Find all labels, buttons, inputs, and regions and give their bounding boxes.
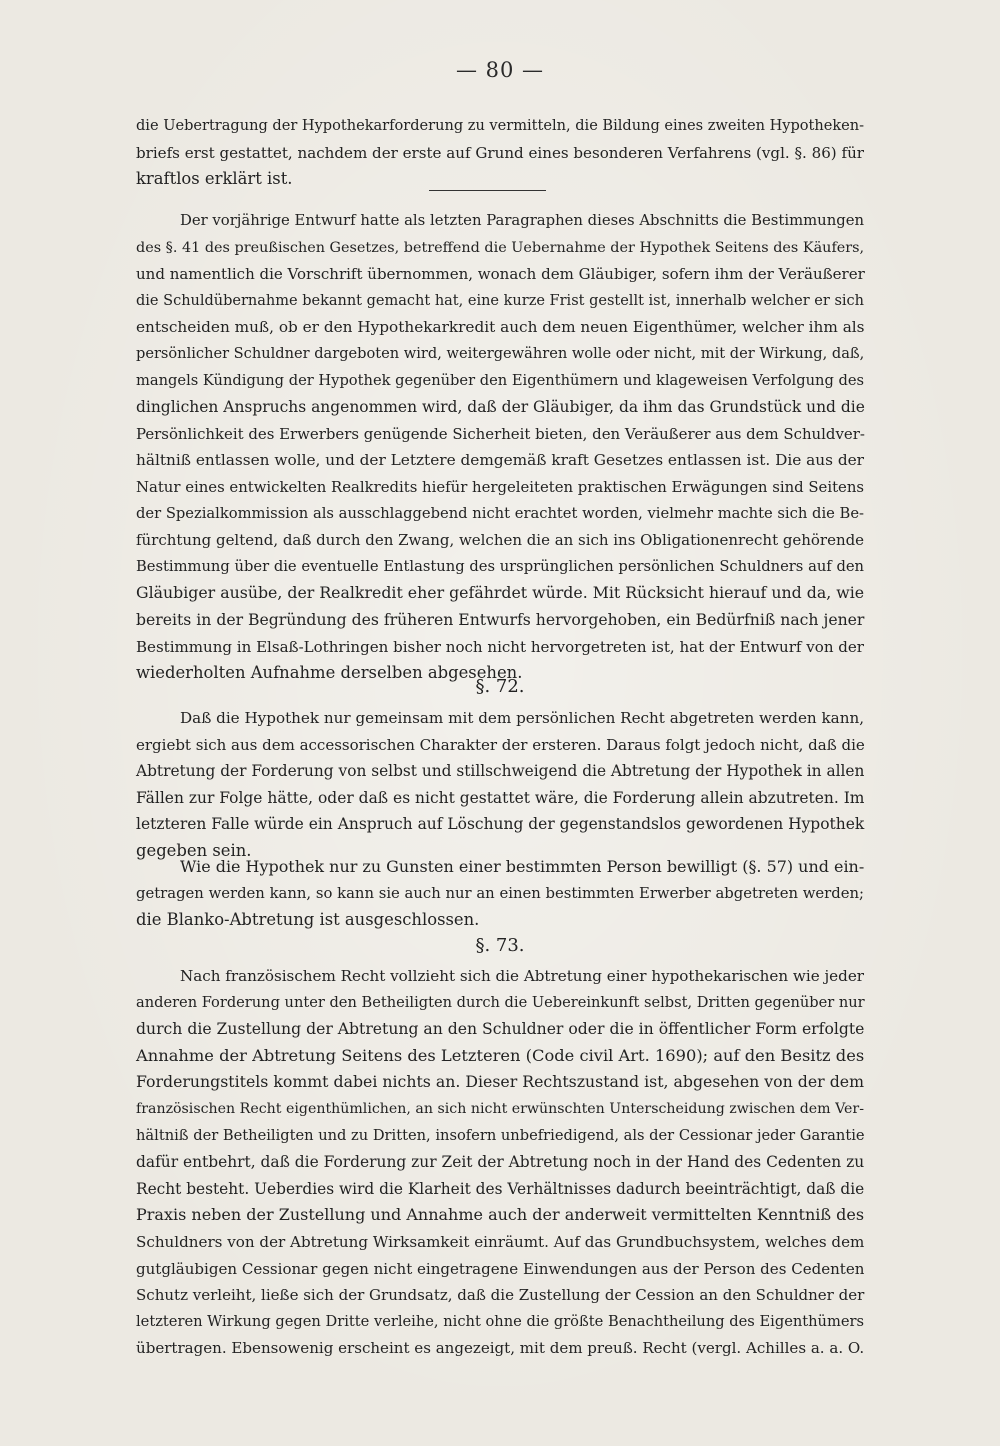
text-line: Schutz verleiht, ließe sich der Grundsatz, daß die Zustellung der Cession an den Schuldner der	[136, 1286, 865, 1305]
text-line: gegeben sein.	[136, 840, 252, 860]
text-line: und namentlich die Vorschrift übernommen, wonach dem Gläubiger, sofern ihm der Veräußerer	[136, 265, 865, 284]
section-72-paragraph-1	[136, 705, 864, 865]
text-line: briefs erst gestattet, nachdem der erste auf Grund eines besonderen Verfahrens (vgl. §. 86) für	[136, 143, 864, 162]
text-line: Recht besteht. Ueberdies wird die Klarheit des Verhältnisses dadurch beeinträchtigt, daß die	[136, 1179, 865, 1198]
text-line: letzteren Wirkung gegen Dritte verleihe, nicht ohne die größte Benachtheilung des Eigenthümers	[136, 1312, 864, 1330]
text-line: Schuldners von der Abtretung Wirksamkeit einräumt. Auf das Grundbuchsystem, welches dem	[136, 1232, 865, 1251]
text-line: Annahme der Abtretung Seitens des Letzteren (Code civil Art. 1690); auf den Besitz des	[136, 1045, 865, 1065]
text-line: anderen Forderung unter den Betheiligten durch die Uebereinkunft selbst, Dritten gegenüber nur	[136, 993, 865, 1011]
text-line: entscheiden muß, ob er den Hypothekarkredit auch dem neuen Eigenthümer, welcher ihm als	[136, 318, 865, 337]
text-line: französischen Recht eigenthümlichen, an sich nicht erwünschten Unterscheidung zwischen dem Ver-	[136, 1100, 864, 1117]
text-line: Fällen zur Folge hätte, oder daß es nicht gestattet wäre, die Forderung allein abzutreten. Im	[136, 788, 865, 807]
text-line: letzteren Falle würde ein Anspruch auf Löschung der gegenstandslos gewordenen Hypothek	[136, 815, 865, 834]
text-line: Praxis neben der Zustellung und Annahme auch der anderweit vermittelten Kenntniß des	[136, 1205, 865, 1225]
text-line: Wie die Hypothek nur zu Gunsten einer bestimmten Person bewilligt (§. 57) und ein-	[180, 857, 865, 876]
text-line: Daß die Hypothek nur gemeinsam mit dem persönlichen Recht abgetreten werden kann,	[180, 709, 865, 727]
text-line: Natur eines entwickelten Realkredits hiefür hergeleiteten praktischen Erwägungen sind Seitens	[136, 477, 864, 496]
section-73-paragraph-1	[136, 963, 864, 1362]
text-line: fürchtung geltend, daß durch den Zwang, welchen die an sich ins Obligationenrecht gehörende	[136, 531, 865, 550]
section-heading-73: §. 73.	[475, 935, 525, 956]
section-divider	[429, 190, 546, 191]
text-line: Nach französischem Recht vollzieht sich die Abtretung einer hypothekarischen wie jeder	[180, 967, 864, 985]
text-line: übertragen. Ebensowenig erscheint es angezeigt, mit dem preuß. Recht (vergl. Achilles a. a. O.	[136, 1339, 865, 1358]
text-line: des §. 41 des preußischen Gesetzes, betreffend die Uebernahme der Hypothek Seitens des Käufers,	[136, 239, 865, 256]
section-72-paragraph-2	[136, 854, 864, 934]
text-line: kraftlos erklärt ist.	[136, 169, 293, 189]
text-line: durch die Zustellung der Abtretung an den Schuldner oder die in öffentlicher Form erfolgte	[136, 1019, 865, 1039]
text-line: Forderungstitels kommt dabei nichts an. Dieser Rechtszustand ist, abgesehen von der dem	[136, 1072, 864, 1092]
text-line: Abtretung der Forderung von selbst und stillschweigend die Abtretung der Hypothek in allen	[136, 762, 865, 781]
section-heading-72: §. 72.	[475, 676, 525, 697]
text-line: Gläubiger ausübe, der Realkredit eher gefährdet würde. Mit Rücksicht hierauf und da, wie	[136, 583, 865, 603]
text-line: bereits in der Begründung des früheren Entwurfs hervorgehoben, ein Bedürfniß nach jener	[136, 609, 865, 629]
text-line: wiederholten Aufnahme derselben abgesehen.	[136, 663, 523, 683]
text-line: die Schuldübernahme bekannt gemacht hat, eine kurze Frist gestellt ist, innerhalb welcher er sich	[136, 292, 864, 309]
text-line: hältniß entlassen wolle, und der Letztere demgemäß kraft Gesetzes entlassen ist. Die aus der	[136, 451, 864, 470]
text-line: Bestimmung in Elsaß-Lothringen bisher noch nicht hervorgetreten ist, hat der Entwurf von der	[136, 637, 864, 656]
text-line: hältniß der Betheiligten und zu Dritten, insofern unbefriedigend, als der Cessionar jeder Garantie	[136, 1126, 865, 1144]
text-line: dinglichen Anspruchs angenommen wird, daß der Gläubiger, da ihm das Grundstück und die	[136, 398, 865, 417]
text-line: Der vorjährige Entwurf hatte als letzten Paragraphen dieses Abschnitts die Bestimmungen	[180, 212, 865, 229]
text-line: getragen werden kann, so kann sie auch nur an einen bestimmten Erwerber abgetreten werden;	[136, 884, 864, 902]
text-line: ergiebt sich aus dem accessorischen Charakter der ersteren. Daraus folgt jedoch nicht, daß die	[136, 735, 865, 754]
text-line: mangels Kündigung der Hypothek gegenüber den Eigenthümern und klageweisen Verfolgung des	[136, 371, 865, 389]
text-line: Persönlichkeit des Erwerbers genügende Sicherheit bieten, den Veräußerer aus dem Schuldver-	[136, 424, 865, 443]
text-line: gutgläubigen Cessionar gegen nicht eingetragene Einwendungen aus der Person des Cedenten	[136, 1259, 865, 1278]
text-line: dafür entbehrt, daß die Forderung zur Zeit der Abtretung noch in der Hand des Cedenten zu	[136, 1153, 865, 1172]
text-line: der Spezialkommission als ausschlaggebend nicht erachtet worden, vielmehr machte sich die Be-	[136, 504, 864, 522]
draft-paragraph	[136, 208, 864, 687]
text-line: die Blanko-Abtretung ist ausgeschlossen.	[136, 910, 480, 930]
text-line: die Uebertragung der Hypothekarforderung zu vermitteln, die Bildung eines zweiten Hypotheken-	[136, 117, 865, 134]
text-line: Bestimmung über die eventuelle Entlastung des ursprünglichen persönlichen Schuldners auf den	[136, 557, 864, 575]
page-number: — 80 —	[455, 58, 545, 82]
text-line: persönlicher Schuldner dargeboten wird, weitergewähren wolle oder nicht, mit der Wirkung, daß,	[136, 344, 865, 362]
continuation-paragraph	[136, 113, 864, 193]
